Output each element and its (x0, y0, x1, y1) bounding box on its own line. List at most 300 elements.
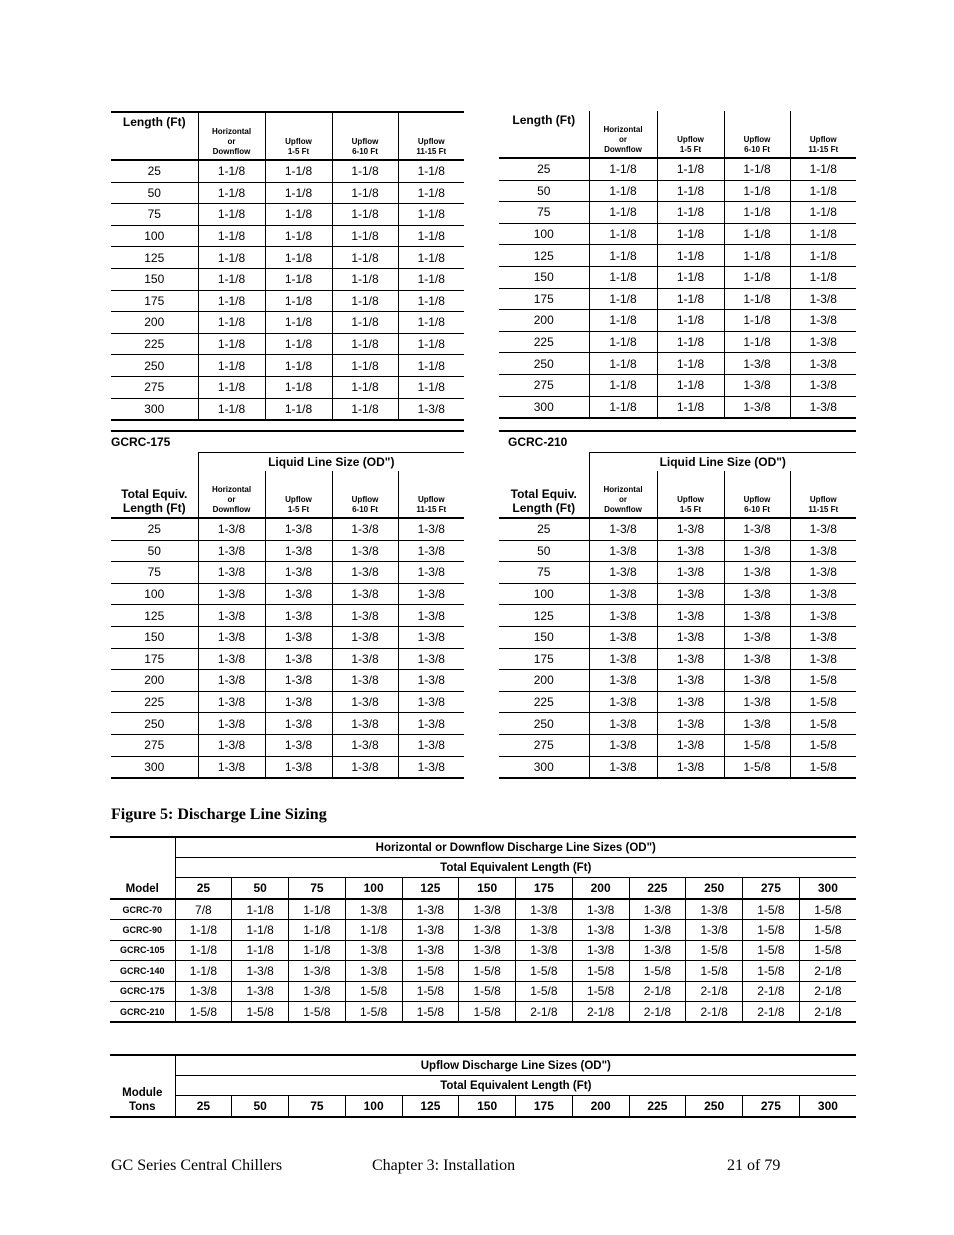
total-equivalent-length-header: Total Equivalent Length (Ft) (175, 858, 856, 878)
size-cell: 1-5/8 (790, 670, 856, 692)
size-cell: 1-3/8 (332, 540, 398, 562)
table-row (110, 981, 856, 1001)
upflow-11-15-header: Upflow 11-15 Ft (398, 112, 464, 160)
size-cell: 1-1/8 (657, 353, 724, 375)
size-cell: 1-3/8 (398, 691, 464, 713)
size-cell: 1-3/8 (198, 562, 265, 584)
size-cell: 1-5/8 (743, 961, 800, 981)
size-cell: 1-5/8 (459, 1001, 516, 1022)
liquid-line-table-top-right (499, 111, 856, 419)
size-cell: 2-1/8 (799, 981, 856, 1001)
size-cell: 1-5/8 (743, 920, 800, 940)
size-cell: 1-3/8 (724, 540, 790, 562)
size-cell: 1-1/8 (790, 245, 856, 267)
length-cell: 250 (111, 355, 198, 377)
size-cell: 1-3/8 (657, 626, 724, 648)
size-cell: 1-3/8 (398, 670, 464, 692)
size-cell: 1-1/8 (198, 160, 265, 182)
size-cell: 1-5/8 (402, 981, 459, 1001)
size-cell: 1-1/8 (398, 333, 464, 355)
size-cell: 1-3/8 (790, 288, 856, 310)
length-cell: 125 (111, 247, 198, 269)
size-cell: 1-1/8 (198, 376, 265, 398)
size-cell: 1-3/8 (790, 540, 856, 562)
table-row (499, 691, 856, 713)
size-cell: 1-3/8 (398, 605, 464, 627)
size-cell: 1-1/8 (398, 225, 464, 247)
table-row (499, 266, 856, 288)
size-cell: 1-3/8 (398, 734, 464, 756)
size-cell: 1-1/8 (232, 899, 289, 920)
length-cell: 150 (111, 268, 198, 290)
size-cell: 1-3/8 (198, 756, 265, 778)
size-cell: 1-3/8 (198, 648, 265, 670)
length-header-cell: 275 (743, 878, 800, 900)
table-row (111, 605, 464, 627)
model-header: Model (110, 837, 175, 899)
length-header: Length (Ft) (111, 112, 198, 160)
size-cell: 1-1/8 (724, 202, 790, 224)
table-row (499, 310, 856, 332)
length-cell: 175 (499, 288, 589, 310)
size-cell: 1-1/8 (265, 268, 332, 290)
table-row (111, 713, 464, 735)
length-header-cell: 75 (289, 1096, 346, 1118)
size-cell: 1-1/8 (589, 202, 657, 224)
size-cell: 1-1/8 (332, 268, 398, 290)
size-cell: 1-1/8 (724, 331, 790, 353)
upflow-1-5-header: Upflow 1-5 Ft (265, 471, 332, 518)
length-header: Length (Ft) (499, 111, 589, 158)
length-cell: 50 (111, 182, 198, 204)
upflow-11-15-header: Upflow 11-15 Ft (790, 471, 856, 518)
size-cell: 1-3/8 (589, 583, 657, 605)
size-cell: 2-1/8 (743, 1001, 800, 1022)
size-cell: 1-3/8 (589, 713, 657, 735)
size-cell: 1-3/8 (724, 396, 790, 418)
size-cell: 1-3/8 (198, 540, 265, 562)
size-cell: 1-3/8 (589, 626, 657, 648)
size-cell: 1-1/8 (289, 899, 346, 920)
upflow-6-10-header: Upflow 6-10 Ft (724, 111, 790, 158)
length-cell: 200 (111, 670, 198, 692)
size-cell: 1-1/8 (332, 290, 398, 312)
size-cell: 1-3/8 (572, 940, 629, 960)
size-cell: 1-1/8 (724, 310, 790, 332)
table-row (499, 223, 856, 245)
size-cell: 1-3/8 (790, 626, 856, 648)
size-cell: 1-5/8 (686, 961, 743, 981)
size-cell: 1-3/8 (265, 734, 332, 756)
size-cell: 1-3/8 (198, 605, 265, 627)
column-header-row (111, 471, 464, 518)
size-cell: 1-1/8 (589, 245, 657, 267)
size-cell: 1-3/8 (657, 648, 724, 670)
length-cell: 100 (111, 225, 198, 247)
model-label: GCRC-175 (111, 431, 464, 453)
table-row (110, 961, 856, 981)
length-cell: 100 (111, 583, 198, 605)
size-cell: 1-3/8 (265, 648, 332, 670)
size-cell: 1-1/8 (589, 223, 657, 245)
size-cell: 1-5/8 (799, 920, 856, 940)
length-header-cell: 25 (175, 878, 232, 900)
size-cell: 1-3/8 (790, 648, 856, 670)
length-header-cell: 175 (516, 1096, 573, 1118)
size-cell: 1-3/8 (724, 670, 790, 692)
size-cell: 1-3/8 (657, 691, 724, 713)
model-cell: GCRC-90 (110, 920, 175, 940)
size-cell: 1-3/8 (589, 605, 657, 627)
model-cell: GCRC-105 (110, 940, 175, 960)
table-row (111, 691, 464, 713)
size-cell: 1-1/8 (175, 920, 232, 940)
size-cell: 1-1/8 (724, 223, 790, 245)
size-cell: 1-1/8 (657, 202, 724, 224)
size-cell: 2-1/8 (686, 981, 743, 1001)
size-cell: 1-1/8 (265, 376, 332, 398)
size-cell: 1-1/8 (198, 290, 265, 312)
size-cell: 1-5/8 (799, 899, 856, 920)
table-row (111, 290, 464, 312)
size-cell: 1-1/8 (790, 266, 856, 288)
size-cell: 1-3/8 (332, 734, 398, 756)
size-cell: 1-3/8 (790, 396, 856, 418)
size-cell: 1-1/8 (398, 355, 464, 377)
size-cell: 1-1/8 (265, 290, 332, 312)
length-cell: 125 (111, 605, 198, 627)
length-cell: 175 (499, 648, 589, 670)
size-cell: 1-3/8 (572, 899, 629, 920)
size-cell: 1-3/8 (790, 331, 856, 353)
model-label: GCRC-210 (499, 431, 856, 453)
size-cell: 1-3/8 (657, 670, 724, 692)
size-cell: 1-1/8 (589, 396, 657, 418)
size-cell: 1-1/8 (398, 160, 464, 182)
size-cell: 1-1/8 (198, 268, 265, 290)
size-cell: 1-3/8 (398, 562, 464, 584)
liquid-line-header-row (111, 453, 464, 472)
size-cell: 1-3/8 (265, 540, 332, 562)
table-row (111, 398, 464, 420)
size-cell: 2-1/8 (799, 961, 856, 981)
table-row (499, 518, 856, 540)
size-cell: 1-3/8 (790, 374, 856, 396)
size-cell: 2-1/8 (516, 1001, 573, 1022)
column-header-row (499, 111, 856, 158)
size-cell: 2-1/8 (743, 981, 800, 1001)
length-cell: 50 (111, 540, 198, 562)
length-header-cell: 250 (686, 1096, 743, 1118)
length-header-cell: 150 (459, 878, 516, 900)
liquid-line-table-gcrc-210 (499, 430, 856, 779)
size-cell: 1-1/8 (398, 312, 464, 334)
size-cell: 1-1/8 (289, 920, 346, 940)
size-cell: 1-3/8 (724, 353, 790, 375)
size-cell: 1-1/8 (724, 158, 790, 180)
size-cell: 1-3/8 (516, 940, 573, 960)
size-cell: 1-1/8 (790, 180, 856, 202)
length-cell: 150 (499, 626, 589, 648)
size-cell: 1-1/8 (232, 920, 289, 940)
footer-center: Chapter 3: Installation (372, 1157, 516, 1174)
size-cell: 1-3/8 (724, 626, 790, 648)
size-cell: 1-3/8 (459, 899, 516, 920)
size-cell: 1-1/8 (198, 355, 265, 377)
model-cell: GCRC-175 (110, 981, 175, 1001)
upflow-discharge-table (110, 1054, 856, 1118)
upflow-title: Upflow Discharge Line Sizes (OD") (175, 1055, 856, 1076)
size-cell: 1-1/8 (345, 920, 402, 940)
size-cell: 1-1/8 (332, 247, 398, 269)
model-cell: GCRC-140 (110, 961, 175, 981)
table-row (111, 583, 464, 605)
length-cell: 200 (499, 670, 589, 692)
size-cell: 1-1/8 (398, 204, 464, 226)
size-cell: 2-1/8 (629, 981, 686, 1001)
size-cell: 1-1/8 (724, 245, 790, 267)
length-cell: 25 (111, 160, 198, 182)
length-cell: 150 (111, 626, 198, 648)
size-cell: 1-3/8 (589, 648, 657, 670)
table-row (499, 713, 856, 735)
size-cell: 1-1/8 (265, 204, 332, 226)
table-row (499, 158, 856, 180)
size-cell: 1-1/8 (332, 182, 398, 204)
size-cell: 1-1/8 (589, 288, 657, 310)
size-cell: 1-3/8 (516, 899, 573, 920)
model-cell: GCRC-70 (110, 899, 175, 920)
table-row (111, 648, 464, 670)
size-cell: 1-1/8 (332, 204, 398, 226)
table-row (111, 225, 464, 247)
size-cell: 1-1/8 (657, 180, 724, 202)
size-cell: 1-3/8 (332, 756, 398, 778)
discharge-line-table (110, 836, 856, 1023)
size-cell: 1-1/8 (265, 333, 332, 355)
upflow-1-5-header: Upflow 1-5 Ft (265, 112, 332, 160)
size-cell: 1-1/8 (589, 310, 657, 332)
size-cell: 1-3/8 (459, 940, 516, 960)
size-cell: 1-3/8 (198, 518, 265, 540)
size-cell: 2-1/8 (629, 1001, 686, 1022)
size-cell: 1-5/8 (459, 981, 516, 1001)
size-cell: 1-3/8 (345, 961, 402, 981)
size-cell: 1-3/8 (790, 583, 856, 605)
size-cell: 1-3/8 (332, 670, 398, 692)
length-header-cell: 300 (799, 1096, 856, 1118)
length-header-cell: 225 (629, 1096, 686, 1118)
size-cell: 1-1/8 (265, 247, 332, 269)
size-cell: 1-1/8 (724, 180, 790, 202)
size-cell: 1-5/8 (799, 940, 856, 960)
column-header-row (111, 112, 464, 160)
size-cell: 1-1/8 (198, 312, 265, 334)
table-row (110, 1001, 856, 1022)
length-cell: 200 (111, 312, 198, 334)
size-cell: 1-3/8 (175, 981, 232, 1001)
size-cell: 1-3/8 (657, 540, 724, 562)
horizontal-downflow-header: Horizontal or Downflow (198, 112, 265, 160)
total-equivalent-length-header: Total Equivalent Length (Ft) (175, 1076, 856, 1096)
size-cell: 1-3/8 (724, 562, 790, 584)
size-cell: 1-3/8 (265, 756, 332, 778)
length-cell: 225 (111, 691, 198, 713)
length-cell: 25 (499, 518, 589, 540)
size-cell: 1-5/8 (232, 1001, 289, 1022)
size-cell: 2-1/8 (686, 1001, 743, 1022)
table-row (111, 756, 464, 778)
size-cell: 1-5/8 (175, 1001, 232, 1022)
table-row (499, 734, 856, 756)
size-cell: 1-1/8 (289, 940, 346, 960)
length-cell: 25 (499, 158, 589, 180)
table-row (111, 540, 464, 562)
size-cell: 1-3/8 (198, 713, 265, 735)
size-cell: 2-1/8 (572, 1001, 629, 1022)
size-cell: 1-3/8 (198, 734, 265, 756)
size-cell: 1-3/8 (724, 648, 790, 670)
length-cell: 250 (499, 353, 589, 375)
size-cell: 1-1/8 (198, 225, 265, 247)
size-cell: 1-3/8 (398, 713, 464, 735)
discharge-title-row (110, 837, 856, 858)
size-cell: 1-3/8 (790, 518, 856, 540)
size-cell: 1-1/8 (790, 158, 856, 180)
length-cell: 300 (499, 756, 589, 778)
length-cell: 175 (111, 648, 198, 670)
size-cell: 1-3/8 (332, 626, 398, 648)
size-cell: 1-5/8 (743, 940, 800, 960)
length-cell: 200 (499, 310, 589, 332)
size-cell: 1-1/8 (790, 223, 856, 245)
size-cell: 1-3/8 (686, 920, 743, 940)
upflow-11-15-header: Upflow 11-15 Ft (790, 111, 856, 158)
size-cell: 1-1/8 (657, 374, 724, 396)
discharge-subtitle-row (110, 858, 856, 878)
size-cell: 1-3/8 (198, 583, 265, 605)
size-cell: 1-5/8 (516, 981, 573, 1001)
model-label-row (111, 431, 464, 453)
size-cell: 1-5/8 (572, 981, 629, 1001)
size-cell: 1-1/8 (657, 331, 724, 353)
size-cell: 1-1/8 (332, 398, 398, 420)
size-cell: 1-3/8 (724, 691, 790, 713)
size-cell: 1-5/8 (459, 961, 516, 981)
length-cell: 225 (499, 331, 589, 353)
size-cell: 1-1/8 (657, 266, 724, 288)
size-cell: 1-1/8 (790, 202, 856, 224)
size-cell: 1-3/8 (232, 961, 289, 981)
table-row (499, 583, 856, 605)
size-cell: 1-3/8 (289, 961, 346, 981)
table-row (111, 160, 464, 182)
liquid-line-table-top-left (111, 111, 464, 421)
liquid-line-table-gcrc-175 (111, 430, 464, 779)
length-cell: 75 (111, 204, 198, 226)
size-cell: 1-3/8 (402, 899, 459, 920)
size-cell: 1-1/8 (657, 245, 724, 267)
size-cell: 1-3/8 (345, 940, 402, 960)
length-header-cell: 300 (799, 878, 856, 900)
size-cell: 1-1/8 (265, 225, 332, 247)
size-cell: 1-3/8 (790, 353, 856, 375)
size-cell: 1-3/8 (589, 518, 657, 540)
size-cell: 1-1/8 (657, 396, 724, 418)
size-cell: 1-1/8 (657, 288, 724, 310)
size-cell: 1-3/8 (402, 940, 459, 960)
length-cell: 250 (111, 713, 198, 735)
length-header-cell: 125 (402, 1096, 459, 1118)
size-cell: 1-3/8 (589, 691, 657, 713)
size-cell: 1-3/8 (657, 583, 724, 605)
liquid-line-size-header: Liquid Line Size (OD") (198, 453, 464, 472)
size-cell: 1-3/8 (332, 562, 398, 584)
size-cell: 1-3/8 (232, 981, 289, 1001)
size-cell: 1-1/8 (589, 266, 657, 288)
table-row (111, 312, 464, 334)
length-cell: 75 (111, 562, 198, 584)
size-cell: 1-3/8 (265, 691, 332, 713)
table-row (499, 331, 856, 353)
total-equiv-length-header: Total Equiv. Length (Ft) (499, 471, 589, 518)
table-row (111, 376, 464, 398)
size-cell: 1-3/8 (398, 756, 464, 778)
size-cell: 1-3/8 (398, 398, 464, 420)
size-cell: 1-5/8 (790, 734, 856, 756)
size-cell: 1-3/8 (516, 920, 573, 940)
liquid-line-size-header: Liquid Line Size (OD") (589, 453, 856, 472)
upflow-6-10-header: Upflow 6-10 Ft (332, 112, 398, 160)
size-cell: 1-3/8 (657, 756, 724, 778)
size-cell: 1-3/8 (398, 583, 464, 605)
size-cell: 1-3/8 (402, 920, 459, 940)
size-cell: 1-1/8 (724, 266, 790, 288)
model-cell: GCRC-210 (110, 1001, 175, 1022)
length-cell: 300 (499, 396, 589, 418)
size-cell: 1-3/8 (724, 374, 790, 396)
table-row (499, 245, 856, 267)
size-cell: 1-5/8 (345, 1001, 402, 1022)
upflow-1-5-header: Upflow 1-5 Ft (657, 471, 724, 518)
size-cell: 1-1/8 (589, 331, 657, 353)
length-cell: 100 (499, 223, 589, 245)
size-cell: 1-3/8 (332, 605, 398, 627)
size-cell: 7/8 (175, 899, 232, 920)
length-cell: 175 (111, 290, 198, 312)
size-cell: 1-3/8 (459, 920, 516, 940)
horizontal-downflow-header: Horizontal or Downflow (589, 471, 657, 518)
size-cell: 1-1/8 (398, 268, 464, 290)
size-cell: 1-3/8 (332, 648, 398, 670)
size-cell: 1-1/8 (332, 355, 398, 377)
size-cell: 1-3/8 (289, 981, 346, 1001)
size-cell: 1-3/8 (332, 583, 398, 605)
size-cell: 1-3/8 (724, 713, 790, 735)
size-cell: 1-3/8 (657, 734, 724, 756)
size-cell: 1-1/8 (175, 961, 232, 981)
size-cell: 1-3/8 (657, 518, 724, 540)
size-cell: 1-3/8 (265, 713, 332, 735)
table-row (110, 899, 856, 920)
size-cell: 1-3/8 (198, 670, 265, 692)
table-row (499, 540, 856, 562)
size-cell: 1-5/8 (790, 713, 856, 735)
size-cell: 1-1/8 (332, 160, 398, 182)
size-cell: 1-1/8 (724, 288, 790, 310)
length-header-cell: 250 (686, 878, 743, 900)
length-cell: 275 (111, 376, 198, 398)
